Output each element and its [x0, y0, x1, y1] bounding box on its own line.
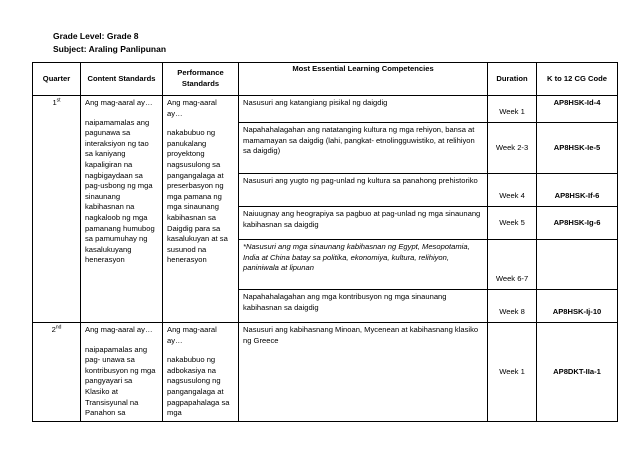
code-cell: AP8HSK-Id-4 — [537, 96, 618, 123]
melc-cell: Napahahalagahan ang natatanging kultura ng mga rehiyon, bansa at mamamayan sa daigdig (lahi, pangkat- etnolingguwistiko, at relihiyon sa daigdig) — [239, 123, 488, 174]
content-standards-cell — [81, 96, 163, 323]
quarter-cell: 1st — [33, 96, 81, 323]
performance-standards-body: nakabubuo ng adbokasiya na nagsusulong ng pangangalaga at pagpapahalaga sa mga — [167, 355, 230, 418]
performance-standards-body: nakabubuo ng panukalang proyektong nagsusulong sa pangangalaga at preserbasyon ng mga pamana ng mga sinaunang kabihasnan sa Daigdig para sa kasalukuyan at sa susunod na henerasyon — [167, 128, 228, 265]
header-code: K to 12 CG Code — [537, 63, 618, 96]
duration-cell: Week 5 — [488, 207, 537, 240]
content-standards-title: Ang mag-aaral ay… — [85, 325, 153, 334]
header-content-standards: Content Standards — [81, 63, 163, 96]
duration-cell: Week 2-3 — [488, 123, 537, 174]
header-duration: Duration — [488, 63, 537, 96]
code-cell: AP8DKT-IIa-1 — [537, 323, 618, 422]
duration-cell: Week 8 — [488, 290, 537, 323]
header-performance-standards: Performance Standards — [163, 63, 239, 96]
curriculum-table — [32, 62, 618, 422]
content-standards-body: naipamamalas ang pagunawa sa interaksiyon ng tao sa kaniyang kapaligiran na nagbigaydaan sa pag-usbong ng mga sinaunang kabihasnan na nagkaloob ng mga pamanang humubog sa pamumuhay ng kasalukuyang henerasyon — [85, 117, 155, 265]
melc-cell: *Nasusuri ang mga sinaunang kabihasnan ng Egypt, Mesopotamia, India at China batay sa politika, ekonomiya, kultura, relihiyon, paniniwala at lipunan — [239, 240, 488, 290]
performance-standards-cell — [163, 323, 239, 422]
header-quarter: Quarter — [33, 63, 81, 96]
content-standards-title: Ang mag-aaral ay… — [85, 98, 153, 107]
header-melc: Most Essential Learning Competencies — [239, 63, 488, 96]
duration-cell: Week 1 — [488, 323, 537, 422]
melc-cell: Nasusuri ang kabihasnang Minoan, Mycenean at kabihasnang klasiko ng Greece — [239, 323, 488, 422]
grade-level: Grade Level: Grade 8 — [53, 31, 139, 41]
table-row — [33, 96, 618, 123]
table-header-row — [33, 63, 618, 96]
content-standards-cell — [81, 323, 163, 422]
code-cell: AP8HSK-Ie-5 — [537, 123, 618, 174]
subject: Subject: Araling Panlipunan — [53, 44, 167, 54]
code-cell: AP8HSK-Ij-10 — [537, 290, 618, 323]
melc-cell: Nasusuri ang katangiang pisikal ng daigdig — [239, 96, 488, 123]
quarter-cell: 2nd — [33, 323, 81, 422]
performance-standards-cell — [163, 96, 239, 323]
document-meta — [53, 30, 166, 56]
code-cell: AP8HSK-Ig-6 — [537, 207, 618, 240]
melc-cell: Nasusuri ang yugto ng pag-unlad ng kultura sa panahong prehistoriko — [239, 174, 488, 207]
performance-standards-title: Ang mag-aaral ay… — [167, 325, 217, 345]
code-cell: AP8HSK-If-6 — [537, 174, 618, 207]
duration-cell: Week 4 — [488, 174, 537, 207]
code-cell — [537, 240, 618, 290]
melc-cell: Napahahalagahan ang mga kontribusyon ng mga sinaunang kabihasnan sa daigdig — [239, 290, 488, 323]
melc-cell: Naiuugnay ang heograpiya sa pagbuo at pag-unlad ng mga sinaunang kabihasnan sa daigdig — [239, 207, 488, 240]
content-standards-body: naipapamalas ang pag- unawa sa kontribusyon ng mga pangyayari sa Klasiko at Transisyunal na Panahon sa — [85, 344, 156, 418]
performance-standards-title: Ang mag-aaral ay… — [167, 98, 217, 118]
duration-cell: Week 1 — [488, 96, 537, 123]
table-row — [33, 323, 618, 422]
duration-cell: Week 6-7 — [488, 240, 537, 290]
